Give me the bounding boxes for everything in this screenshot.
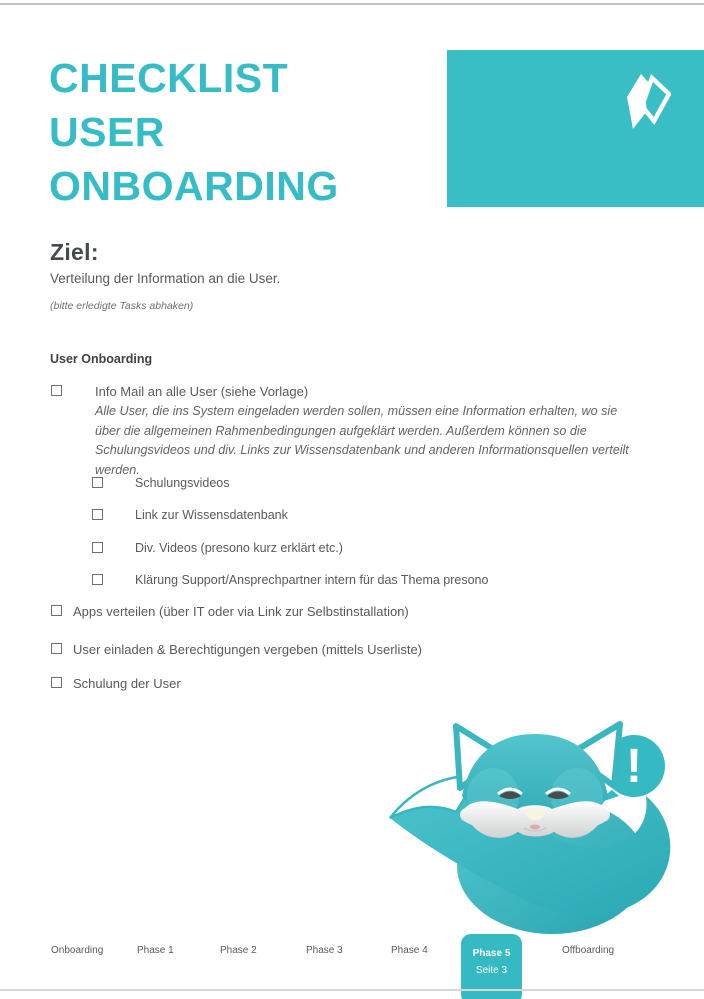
top-divider [0, 3, 704, 5]
task-label: Schulung der User [73, 676, 181, 691]
subtask-label: Schulungsvideos [135, 476, 230, 490]
title-line-2: USER [49, 109, 165, 155]
footer-tab-phase-2[interactable]: Phase 2 [220, 945, 257, 956]
checkbox-support-klaerung[interactable] [92, 574, 103, 585]
checkbox-wissensdatenbank[interactable] [92, 509, 103, 520]
task-row [51, 604, 409, 619]
subtask-row [92, 541, 343, 555]
subtask-label: Link zur Wissensdatenbank [135, 508, 288, 522]
checkbox-apps-verteilen[interactable] [51, 605, 62, 616]
bottom-divider [0, 989, 704, 991]
task-label: User einladen & Berechtigungen vergeben (mittels Userliste) [73, 642, 423, 657]
active-tab-label: Phase 5 [472, 948, 511, 959]
checkbox-info-mail[interactable] [51, 385, 62, 396]
goal-text: Verteilung der Information an die User. [50, 271, 281, 286]
fox-logo-icon [623, 71, 671, 133]
checkbox-schulung-user[interactable] [51, 677, 62, 688]
footer-tab-offboarding[interactable]: Offboarding [562, 945, 615, 956]
title-line-1: CHECKLIST [49, 55, 289, 101]
footer-tab-phase-4[interactable]: Phase 4 [391, 945, 428, 956]
checkbox-user-einladen[interactable] [51, 643, 62, 654]
checkbox-schulungsvideos[interactable] [92, 477, 103, 488]
task-row [51, 384, 308, 399]
title-line-3: ONBOARDING [49, 163, 339, 209]
checklist-heading: User Onboarding [50, 352, 153, 366]
subtask-label: Klärung Support/Ansprechpartner intern für das Thema presono [135, 573, 489, 587]
svg-text:!: ! [626, 740, 642, 793]
task-description: Alle User, die ins System eingeladen werden sollen, müssen eine Information erhalten, wo sie über die allgemeinen Rahmenbedingungen aufgeklärt werden. Außerdem können so die Schulungsvideos und div. Links zur Wissensdatenbank und anderen Informationsquellen verteilt werden. [95, 404, 629, 477]
fox-mascot-illustration [372, 698, 702, 938]
subtask-label: Div. Videos (presono kurz erklärt etc.) [135, 541, 343, 555]
goal-note: (bitte erledigte Tasks abhaken) [50, 300, 194, 312]
subtask-row [92, 476, 230, 490]
task-row [51, 676, 181, 691]
brand-box [447, 50, 704, 207]
goal-section [50, 239, 280, 286]
fox-muzzle [460, 801, 610, 838]
task-label: Apps verteilen (über IT oder via Link zur Selbstinstallation) [73, 604, 409, 619]
subtask-row [92, 508, 288, 522]
footer-tab-phase-3[interactable]: Phase 3 [306, 945, 343, 956]
subtask-row [92, 573, 488, 587]
task-row [51, 642, 422, 657]
active-tab-page-number: Seite 3 [475, 965, 508, 976]
footer-tab-onboarding[interactable]: Onboarding [51, 945, 104, 956]
page-title [49, 51, 339, 213]
goal-heading: Ziel: [50, 239, 99, 265]
task-label: Info Mail an alle User (siehe Vorlage) [95, 384, 309, 399]
checkbox-div-videos[interactable] [92, 542, 103, 553]
footer-tab-phase-1[interactable]: Phase 1 [137, 945, 174, 956]
